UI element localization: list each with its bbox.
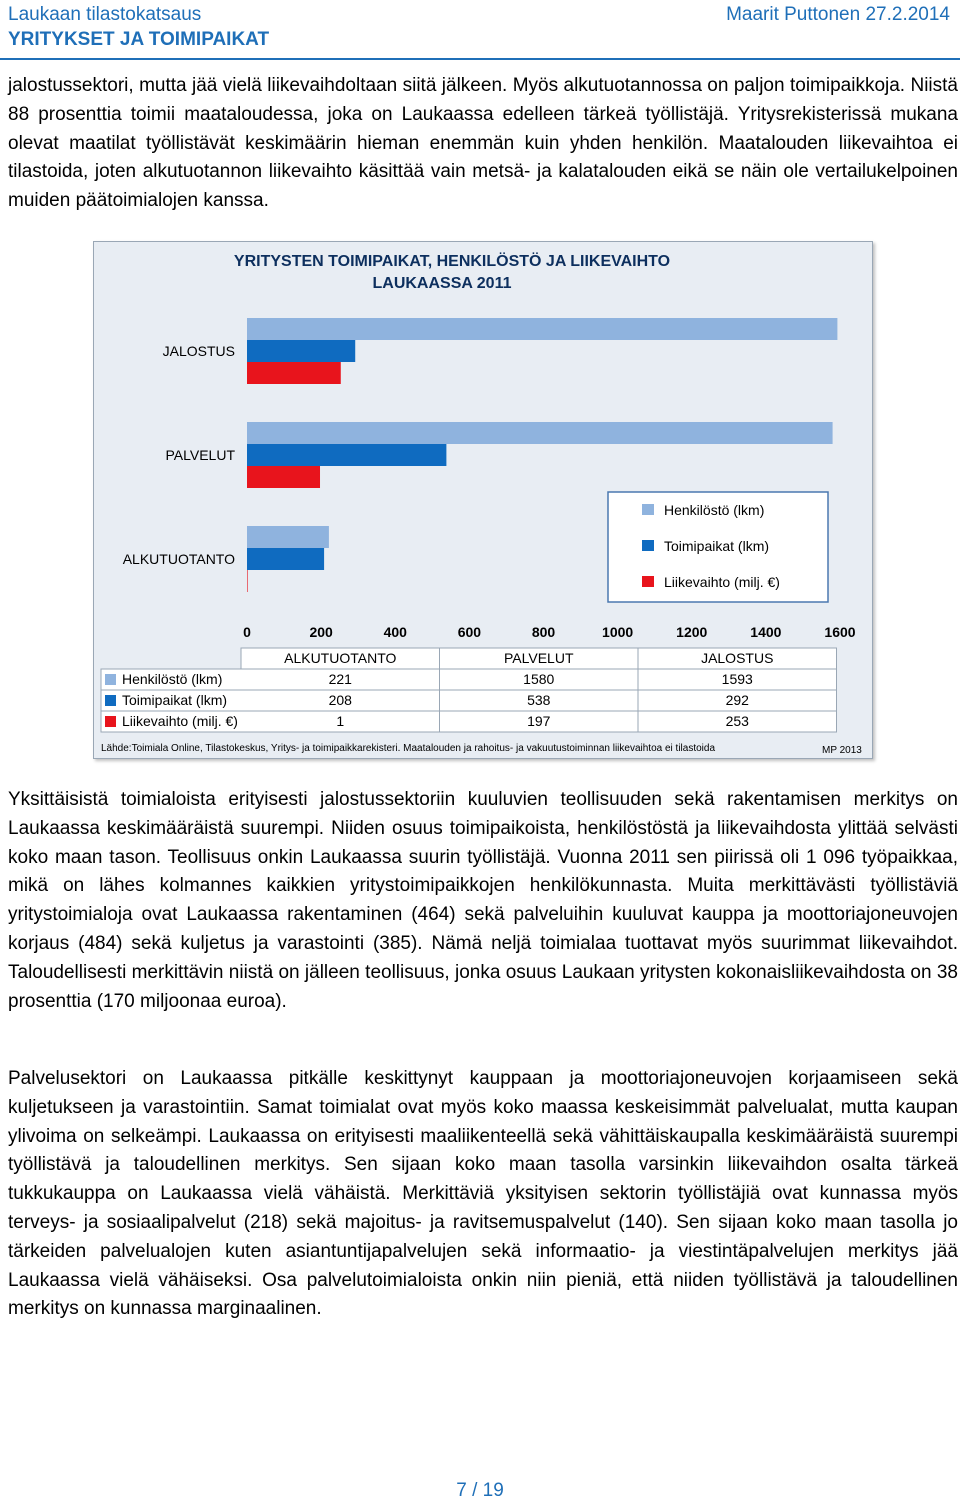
table-cell: 538 bbox=[527, 692, 551, 708]
table-col-header: JALOSTUS bbox=[701, 650, 774, 666]
bar-alkutuotanto-1 bbox=[247, 548, 324, 570]
bar-jalostus-2 bbox=[247, 362, 341, 384]
bar-chart bbox=[94, 242, 872, 758]
x-tick-label: 1600 bbox=[824, 624, 856, 640]
table-cell: 1 bbox=[336, 713, 345, 729]
bar-alkutuotanto-2 bbox=[247, 570, 248, 592]
paragraph-1: jalostussektori, mutta jää vielä liikevaihdoltaan siitä jälkeen. Myös alkutuotannossa on paljon toimipaikkoja. Niistä 88 prosenttia toimii maataloudessa, joka on Laukaassa edelleen tärkeä työllistäjä. Yritysrekisterissä mukana olevat maatilat työllistävät keskimäärin hieman enemmän kuin yhden henkilön. Maatalouden liikevaihtoa ei tilastoida, joten alkutuotannon liikevaihto käsittää vain metsä- ja kalatalouden eikä se näin ole vertailukelpoinen muiden päätoimialojen kanssa. bbox=[8, 75, 958, 212]
bar-jalostus-1 bbox=[247, 340, 355, 362]
legend-label: Liikevaihto (milj. €) bbox=[664, 574, 780, 590]
category-labels bbox=[123, 343, 236, 567]
x-tick-label: 0 bbox=[243, 624, 251, 640]
header-divider bbox=[0, 58, 960, 60]
category-label-palvelut: PALVELUT bbox=[165, 447, 235, 463]
legend-label: Toimipaikat (lkm) bbox=[664, 538, 770, 554]
table-row-label: Henkilöstö (lkm) bbox=[122, 671, 223, 687]
table-row-swatch bbox=[105, 695, 116, 706]
table-row-swatch bbox=[105, 674, 116, 685]
x-tick-label: 400 bbox=[383, 624, 407, 640]
legend-swatch bbox=[642, 576, 654, 587]
paragraph-2: Yksittäisistä toimialoista erityisesti jalostussektoriin kuuluvien teollisuuden sekä rakentamisen merkitys on Laukaassa keskimääräistä suurempi. Niiden osuus toimipaikoista, henkilöstöstä ja liikevaihdosta ylittää selvästi koko maan tason. Teollisuus onkin Laukaassa suurin työllistäjä. Vuonna 2011 sen piirissä oli 1 096 työpaikkaa, mikä on lähes kolmannes kaikkien yritystoimipaikkojen henkilökunnasta. Muita merkittävästi työllistäviä yritystoimialoja ovat Laukaassa rakentaminen (464) sekä palveluihin kuuluvat kauppa ja moottoriajoneuvojen korjaus (484) sekä kuljetus ja varastointi (385). Nämä neljä toimialaa tuottavat myös suurimmat liikevaihdot. Taloudellisesti merkittävin niistä on jälleen teollisuus, jonka osuus Laukaan yritysten kokonaisliikevaihdosta on 38 prosenttia (170 miljoonaa euroa). bbox=[8, 789, 958, 1012]
table-cell: 292 bbox=[725, 692, 749, 708]
legend-label: Henkilöstö (lkm) bbox=[664, 502, 765, 518]
author-date: Maarit Puttonen 27.2.2014 bbox=[726, 4, 950, 25]
table-col-header: PALVELUT bbox=[503, 650, 574, 666]
chart-title-line2: LAUKAASSA 2011 bbox=[372, 275, 512, 292]
table-cell: 197 bbox=[527, 713, 551, 729]
chart-credit: MP 2013 bbox=[822, 745, 862, 756]
table-cell: 208 bbox=[328, 692, 352, 708]
table-cell: 1593 bbox=[721, 671, 753, 687]
chart-container bbox=[93, 241, 873, 759]
bar-jalostus-0 bbox=[247, 318, 837, 340]
x-tick-label: 200 bbox=[309, 624, 333, 640]
x-tick-label: 800 bbox=[531, 624, 556, 640]
section-title: YRITYKSET JA TOIMIPAIKAT bbox=[8, 29, 270, 50]
bar-palvelut-0 bbox=[247, 422, 833, 444]
bar-palvelut-2 bbox=[247, 466, 320, 488]
x-tick-label: 1400 bbox=[750, 624, 782, 640]
table-cell: 1580 bbox=[523, 671, 555, 687]
paragraph-3: Palvelusektori on Laukaassa pitkälle keskittynyt kauppaan ja moottoriajoneuvojen korjaamiseen sekä kuljetukseen ja varastointiin. Samat toimialat ovat myös koko maassa keskeisimmät palvelualat, mutta kaupan ylivoima on selkeämpi. Laukaassa on erityisesti maaliikenteellä sekä vähittäiskaupalla keskimääräistä suurempi työllistävä ja taloudellinen merkitys. Sen sijaan koko maan tasolla varsinkin liikevaihdon osalta tärkeä tukkukauppa on Laukaassa vielä vähäistä. Merkittäviä yksityisen sektorin työllistäjiä ovat kunnassa myös terveys- ja sosiaalipalvelut (218) sekä majoitus- ja ravitsemuspalvelut (140). Sen sijaan koko maan tasolla jo tärkeiden palvelualojen kuten asiantuntijapalvelujen sekä informaatio- ja viestintäpalvelujen merkitys jää Laukaassa vielä vähäiseksi. Osa palvelutoimialoista onkin niin pieniä, että niiden työllistävä ja taloudellinen merkitys on kunnassa marginaalinen. bbox=[8, 1068, 958, 1320]
x-tick-label: 1000 bbox=[602, 624, 634, 640]
page-header bbox=[8, 4, 952, 52]
legend-swatch bbox=[642, 504, 654, 515]
table-cell: 221 bbox=[328, 671, 352, 687]
table-row-swatch bbox=[105, 716, 116, 727]
bar-palvelut-1 bbox=[247, 444, 446, 466]
table-col-header: ALKUTUOTANTO bbox=[284, 650, 397, 666]
x-tick-label: 1200 bbox=[676, 624, 708, 640]
chart-source: Lähde:Toimiala Online, Tilastokeskus, Yritys- ja toimipaikkarekisteri. Maatalouden ja rahoitus- ja vakuutustoiminnan liikevaihtoa ei tilastoida bbox=[101, 743, 716, 754]
table-cell: 253 bbox=[725, 713, 749, 729]
data-table bbox=[101, 648, 837, 732]
chart-title-line1: YRITYSTEN TOIMIPAIKAT, HENKILÖSTÖ JA LIIKEVAIHTO bbox=[233, 253, 671, 270]
table-row-label: Toimipaikat (lkm) bbox=[122, 692, 228, 708]
category-label-jalostus: JALOSTUS bbox=[162, 343, 235, 359]
legend-swatch bbox=[642, 540, 654, 551]
bar-alkutuotanto-0 bbox=[247, 526, 329, 548]
category-label-alkutuotanto: ALKUTUOTANTO bbox=[122, 551, 235, 567]
report-title: Laukaan tilastokatsaus bbox=[8, 4, 202, 25]
x-tick-label: 600 bbox=[457, 624, 482, 640]
table-row-label: Liikevaihto (milj. €) bbox=[122, 713, 238, 729]
axis-tick-labels bbox=[243, 624, 856, 640]
page-number: 7 / 19 bbox=[456, 1480, 504, 1501]
